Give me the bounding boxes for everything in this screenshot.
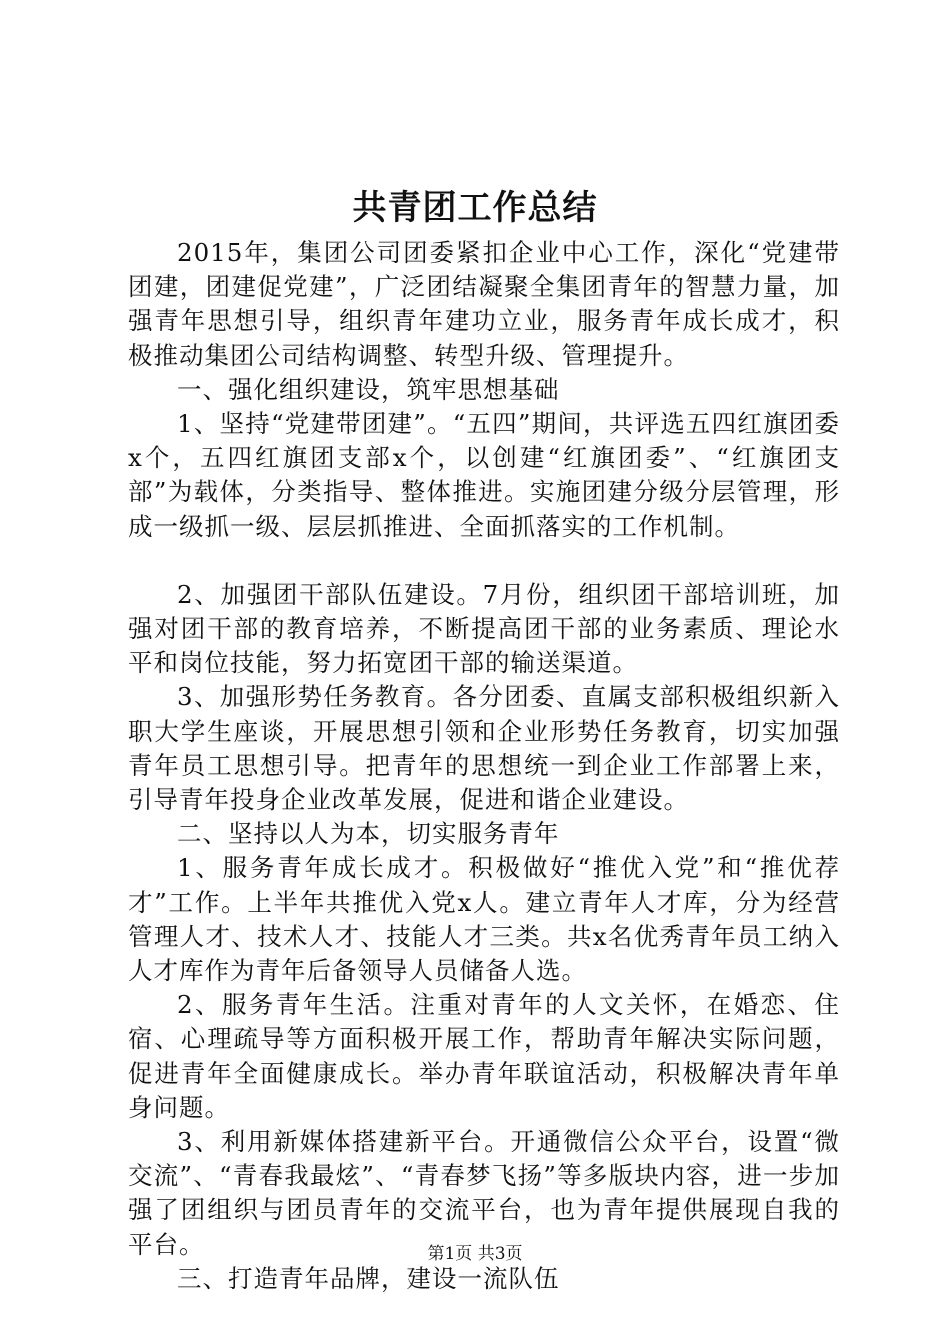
paragraph-2-2: 2、服务青年生活。注重对青年的人文关怀，在婚恋、住宿、心理疏导等方面积极开展工作，帮助青年解决实际问题，促进青年全面健康成长。举办青年联谊活动，积极解决青年单身问题。 (128, 990, 840, 1122)
blank-line (128, 544, 840, 578)
paragraph-2-3: 3、利用新媒体搭建新平台。开通微信公众平台，设置“微交流”、“青春我最炫”、“青春梦飞扬”等多版块内容，进一步加强了团组织与团员青年的交流平台，也为青年提供展现自我的平台。 (128, 1127, 840, 1259)
section-heading-2: 二、坚持以人为本，切实服务青年 (177, 819, 560, 849)
document-title: 共青团工作总结 (352, 188, 598, 228)
intro-paragraph: 2015年，集团公司团委紧扣企业中心工作，深化“党建带团建，团建促党建”，广泛团结凝聚全集团青年的智慧力量，加强青年思想引导，组织青年建功立业，服务青年成长成才，积极推动集团公司结构调整、转型升级、管理提升。 (128, 238, 840, 370)
page-footer: 第1页 共3页 (427, 1244, 523, 1264)
paragraph-1-1: 1、坚持“党建带团建”。“五四”期间，共评选五四红旗团委x个，五四红旗团支部x个，以创建“红旗团委”、“红旗团支部”为载体，分类指导、整体推进。实施团建分级分层管理，形成一级抓一级、层层抓推进、全面抓落实的工作机制。 (128, 409, 840, 541)
section-heading-1: 一、强化组织建设，筑牢思想基础 (177, 374, 560, 404)
paragraph-2-1: 1、服务青年成长成才。积极做好“推优入党”和“推优荐才”工作。上半年共推优入党x人。建立青年人才库，分为经营管理人才、技术人才、技能人才三类。共x名优秀青年员工纳入人才库作为青年后备领导人员储备人选。 (128, 853, 840, 986)
document-body (128, 236, 840, 1296)
paragraph-1-3: 3、加强形势任务教育。各分团委、直属支部积极组织新入职大学生座谈，开展思想引领和企业形势任务教育，切实加强青年员工思想引导。把青年的思想统一到企业工作部署上来，引导青年投身企业改革发展，促进和谐企业建设。 (128, 682, 840, 815)
section-heading-3: 三、打造青年品牌，建设一流队伍 (177, 1263, 560, 1293)
paragraph-1-2: 2、加强团干部队伍建设。7月份，组织团干部培训班，加强对团干部的教育培养，不断提高团干部的业务素质、理论水平和岗位技能，努力拓宽团干部的输送渠道。 (128, 579, 840, 678)
